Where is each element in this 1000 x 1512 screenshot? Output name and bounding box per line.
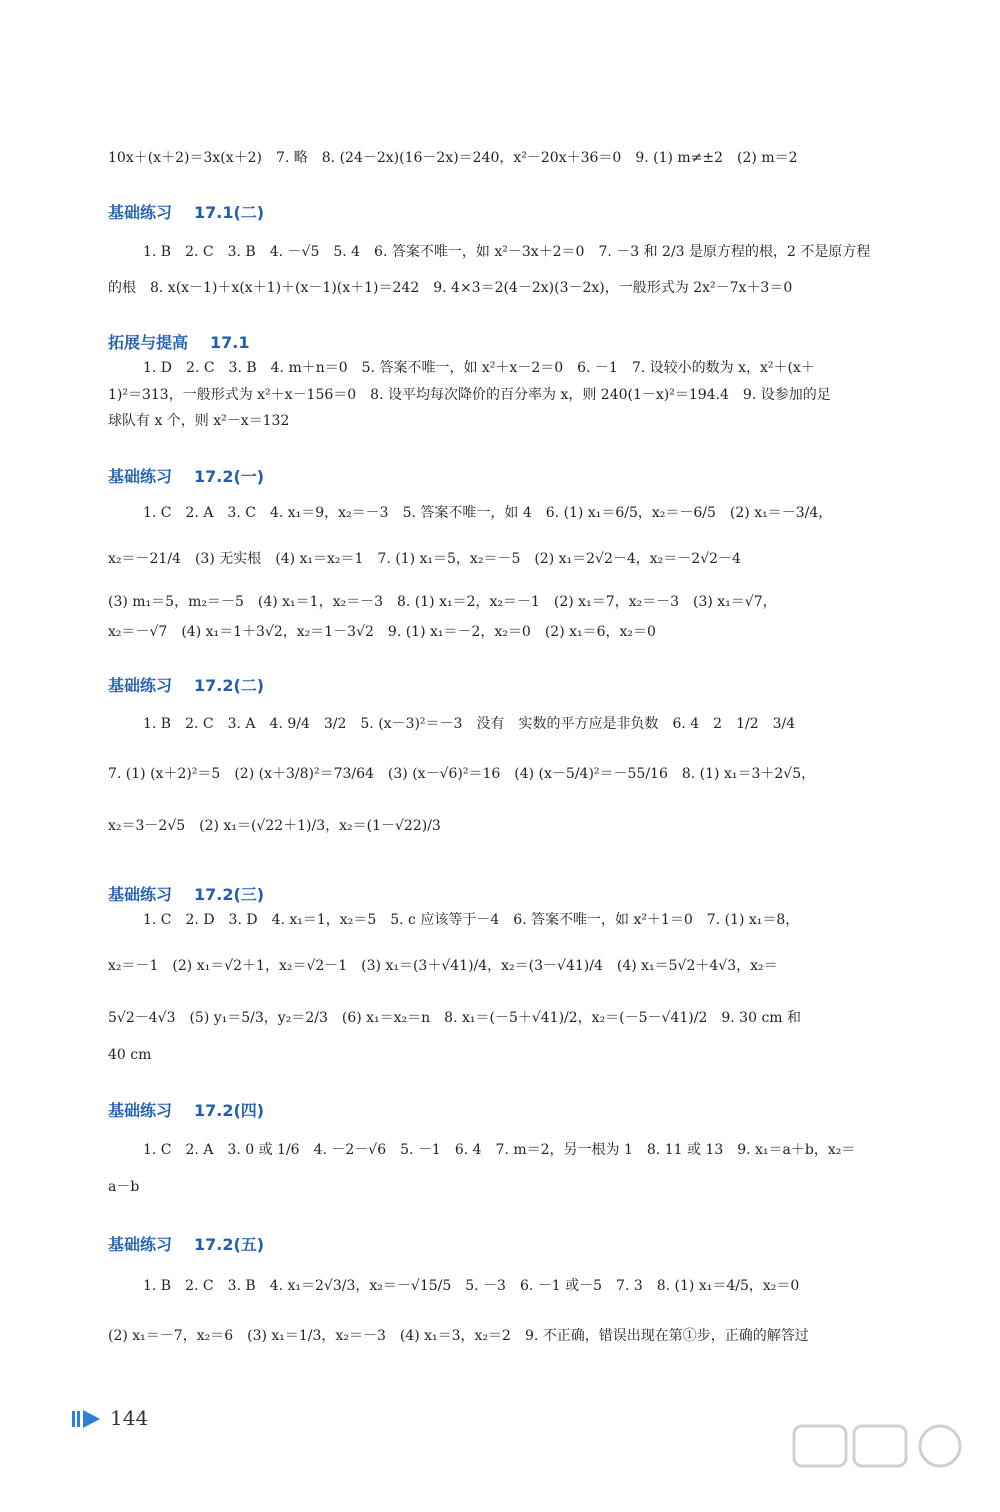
section-number: 17.2(四) [194, 1101, 265, 1120]
answer-line: 的根 8. x(x－1)＋x(x＋1)＋(x－1)(x＋1)＝242 9. 4×3＝2(4－2x)(3－2x)，一般形式为 2x²－7x＋3＝0 [108, 280, 793, 296]
answer-line: 1. B 2. C 3. A 4. 9/4 3/2 5. (x－3)²＝－3 没有 实数的平方应是非负数 6. 4 2 1/2 3/4 [143, 716, 796, 732]
answer-line: x₂＝－21/4 (3) 无实根 (4) x₁＝x₂＝1 7. (1) x₁＝5，x₂＝－5 (2) x₁＝2√2－4，x₂＝－2√2－4 [108, 551, 741, 567]
answer-line: 1. C 2. A 3. C 4. x₁＝9，x₂＝－3 5. 答案不唯一，如 4 6. (1) x₁＝6/5，x₂＝－6/5 (2) x₁＝－3/4， [143, 505, 833, 521]
section-heading [108, 464, 264, 487]
section-title: 拓展与提高 [108, 333, 189, 352]
section-number: 17.2(五) [194, 1235, 265, 1254]
section-number: 17.2(三) [194, 885, 265, 904]
section-heading [108, 1232, 264, 1255]
answer-line: x₂＝3－2√5 (2) x₁＝(√22＋1)/3，x₂＝(1－√22)/3 [108, 818, 441, 834]
watermark-logo-icon [790, 1422, 980, 1502]
section-heading [108, 330, 250, 353]
answer-line: 1. C 2. D 3. D 4. x₁＝1，x₂＝5 5. c 应该等于－4 6. 答案不唯一，如 x²＋1＝0 7. (1) x₁＝8， [143, 912, 800, 928]
answer-line: (2) x₁＝－7，x₂＝6 (3) x₁＝1/3，x₂＝－3 (4) x₁＝3，x₂＝2 9. 不正确，错误出现在第①步，正确的解答过 [108, 1328, 809, 1344]
answer-line: a－b [108, 1179, 140, 1195]
answer-line: 球队有 x 个，则 x²－x＝132 [108, 413, 290, 429]
section-heading [108, 1098, 264, 1121]
section-heading [108, 882, 264, 905]
answer-line: 10x＋(x＋2)＝3x(x＋2) 7. 略 8. (24－2x)(16－2x)＝240，x²－20x＋36＝0 9. (1) m≠±2 (2) m＝2 [108, 150, 798, 166]
answer-line: 40 cm [108, 1047, 152, 1063]
section-heading [108, 673, 264, 696]
section-title: 基础练习 [108, 676, 173, 695]
answer-line: 1. B 2. C 3. B 4. －√5 5. 4 6. 答案不唯一，如 x²－3x＋2＝0 7. －3 和 2/3 是原方程的根，2 不是原方程 [143, 244, 871, 260]
answer-line: x₂＝－1 (2) x₁＝√2＋1，x₂＝√2－1 (3) x₁＝(3＋√41)/4，x₂＝(3－√41)/4 (4) x₁＝5√2＋4√3，x₂＝ [108, 958, 778, 974]
answer-line: 1. C 2. A 3. 0 或 1/6 4. －2－√6 5. －1 6. 4 7. m＝2，另一根为 1 8. 11 或 13 9. x₁＝a＋b，x₂＝ [143, 1142, 856, 1158]
page-number: 144 [110, 1406, 149, 1430]
section-number: 17.1(二) [194, 203, 265, 222]
section-number: 17.2(一) [194, 467, 265, 486]
answer-line: 1)²＝313，一般形式为 x²＋x－156＝0 8. 设平均每次降价的百分率为 x，则 240(1－x)²＝194.4 9. 设参加的足 [108, 387, 831, 403]
answer-line: 1. D 2. C 3. B 4. m＋n＝0 5. 答案不唯一，如 x²＋x－2＝0 6. －1 7. 设较小的数为 x，x²＋(x＋ [143, 360, 815, 376]
section-number: 17.2(二) [194, 676, 265, 695]
answer-line: 1. B 2. C 3. B 4. x₁＝2√3/3，x₂＝－√15/5 5. －3 6. －1 或－5 7. 3 8. (1) x₁＝4/5，x₂＝0 [143, 1278, 800, 1294]
answer-line: 5√2－4√3 (5) y₁＝5/3，y₂＝2/3 (6) x₁＝x₂＝n 8. x₁＝(－5＋√41)/2，x₂＝(－5－√41)/2 9. 30 cm 和 [108, 1010, 802, 1026]
page-arrow-icon [72, 1408, 102, 1430]
section-title: 基础练习 [108, 1101, 173, 1120]
section-title: 基础练习 [108, 467, 173, 486]
section-title: 基础练习 [108, 1235, 173, 1254]
answer-line: x₂＝－√7 (4) x₁＝1＋3√2，x₂＝1－3√2 9. (1) x₁＝－2，x₂＝0 (2) x₁＝6，x₂＝0 [108, 624, 656, 640]
section-heading [108, 200, 264, 223]
answer-line: 7. (1) (x＋2)²＝5 (2) (x＋3/8)²＝73/64 (3) (x－√6)²＝16 (4) (x－5/4)²＝－55/16 8. (1) x₁＝3＋2√5， [108, 766, 816, 782]
section-title: 基础练习 [108, 885, 173, 904]
section-number: 17.1 [210, 333, 250, 352]
answer-line: (3) m₁＝5，m₂＝－5 (4) x₁＝1，x₂＝－3 8. (1) x₁＝2，x₂＝－1 (2) x₁＝7，x₂＝－3 (3) x₁＝√7， [108, 594, 777, 610]
section-title: 基础练习 [108, 203, 173, 222]
